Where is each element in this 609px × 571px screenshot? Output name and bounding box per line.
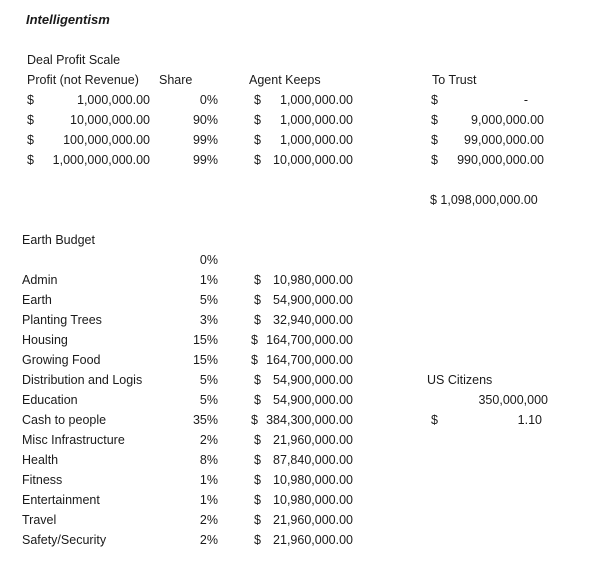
trust-currency: $ [431, 133, 438, 147]
budget-currency: $ [254, 493, 261, 507]
trust-value: 99,000,000.00 [464, 133, 544, 147]
profit-value: 1,000,000.00 [77, 93, 150, 107]
budget-label: Entertainment [22, 493, 100, 507]
budget-amount: 54,900,000.00 [273, 373, 353, 387]
budget-currency: $ [254, 393, 261, 407]
agent-value: 1,000,000.00 [280, 113, 353, 127]
budget-label: Fitness [22, 473, 63, 487]
profit-currency: $ [27, 93, 34, 107]
profit-currency: $ [27, 133, 34, 147]
agent-currency: $ [254, 93, 261, 107]
budget-label: Cash to people [22, 413, 107, 427]
budget-amount: 54,900,000.00 [273, 393, 353, 407]
budget-amount: 87,840,000.00 [273, 453, 353, 467]
budget-amount: 21,960,000.00 [273, 513, 353, 527]
profit-currency: $ [27, 113, 34, 127]
budget-amount: 10,980,000.00 [273, 493, 353, 507]
budget-pct: 35% [192, 413, 218, 427]
budget-currency: $ [254, 293, 261, 307]
budget-label: Earth [22, 293, 52, 307]
budget-label: Education [22, 393, 78, 407]
budget-pct: 1% [199, 493, 218, 507]
trust-currency: $ [431, 93, 438, 107]
budget-currency: $ [254, 453, 261, 467]
budget-pct: 5% [199, 373, 218, 387]
agent-currency: $ [254, 153, 261, 167]
budget-pct: 1% [199, 473, 218, 487]
budget-amount: 21,960,000.00 [273, 533, 353, 547]
budget-pct: 2% [199, 513, 218, 527]
citizens-label: US Citizens [427, 373, 493, 387]
budget-amount: 10,980,000.00 [273, 273, 353, 287]
budget-label: Growing Food [22, 353, 101, 367]
col-trust-header: To Trust [432, 73, 477, 87]
deal-heading: Deal Profit Scale [27, 53, 121, 67]
budget-currency: $ [254, 313, 261, 327]
budget-label: Planting Trees [22, 313, 102, 327]
agent-currency: $ [254, 133, 261, 147]
budget-pct: 15% [192, 333, 218, 347]
budget-currency: $ [254, 433, 261, 447]
budget-pct: 8% [199, 453, 218, 467]
budget-currency: $ [254, 373, 261, 387]
citizens-count: 350,000,000 [478, 393, 548, 407]
budget-currency: $ [251, 353, 258, 367]
budget-pct: 15% [192, 353, 218, 367]
budget-amount: 21,960,000.00 [273, 433, 353, 447]
budget-amount: 54,900,000.00 [273, 293, 353, 307]
sheet-title: Intelligentism [26, 12, 110, 27]
budget-currency: $ [254, 273, 261, 287]
budget-pct: 5% [199, 293, 218, 307]
profit-value: 10,000,000.00 [70, 113, 150, 127]
trust-value: 990,000,000.00 [457, 153, 544, 167]
trust-currency: $ [431, 153, 438, 167]
budget-header-pct: 0% [199, 253, 218, 267]
col-profit-header: Profit (not Revenue) [27, 73, 139, 87]
share-value: 90% [192, 113, 218, 127]
budget-pct: 5% [199, 393, 218, 407]
share-value: 99% [192, 153, 218, 167]
trust-total: $ 1,098,000,000.00 [430, 193, 538, 207]
budget-label: Admin [22, 273, 58, 287]
budget-pct: 2% [199, 533, 218, 547]
share-value: 99% [192, 133, 218, 147]
col-agent-header: Agent Keeps [249, 73, 321, 87]
budget-currency: $ [254, 473, 261, 487]
budget-currency: $ [251, 413, 258, 427]
trust-value: 9,000,000.00 [471, 113, 544, 127]
citizens-per-person: 1.10 [517, 413, 542, 427]
col-share-header: Share [159, 73, 193, 87]
budget-amount: 164,700,000.00 [266, 333, 353, 347]
profit-value: 1,000,000,000.00 [52, 153, 150, 167]
profit-value: 100,000,000.00 [63, 133, 150, 147]
budget-amount: 10,980,000.00 [273, 473, 353, 487]
share-value: 0% [199, 93, 218, 107]
agent-value: 1,000,000.00 [280, 93, 353, 107]
budget-pct: 1% [199, 273, 218, 287]
profit-currency: $ [27, 153, 34, 167]
budget-pct: 2% [199, 433, 218, 447]
budget-currency: $ [254, 513, 261, 527]
budget-amount: 384,300,000.00 [266, 413, 353, 427]
trust-value: - [523, 93, 528, 107]
budget-label: Safety/Security [22, 533, 107, 547]
budget-label: Misc Infrastructure [22, 433, 125, 447]
agent-currency: $ [254, 113, 261, 127]
budget-currency: $ [254, 533, 261, 547]
budget-pct: 3% [199, 313, 218, 327]
budget-heading: Earth Budget [22, 233, 95, 247]
budget-currency: $ [251, 333, 258, 347]
agent-value: 1,000,000.00 [280, 133, 353, 147]
budget-label: Travel [22, 513, 57, 527]
citizens-currency: $ [431, 413, 438, 427]
budget-label: Housing [22, 333, 68, 347]
trust-currency: $ [431, 113, 438, 127]
budget-amount: 32,940,000.00 [273, 313, 353, 327]
budget-label: Health [22, 453, 59, 467]
budget-amount: 164,700,000.00 [266, 353, 353, 367]
budget-label: Distribution and Logis [22, 373, 143, 387]
agent-value: 10,000,000.00 [273, 153, 353, 167]
